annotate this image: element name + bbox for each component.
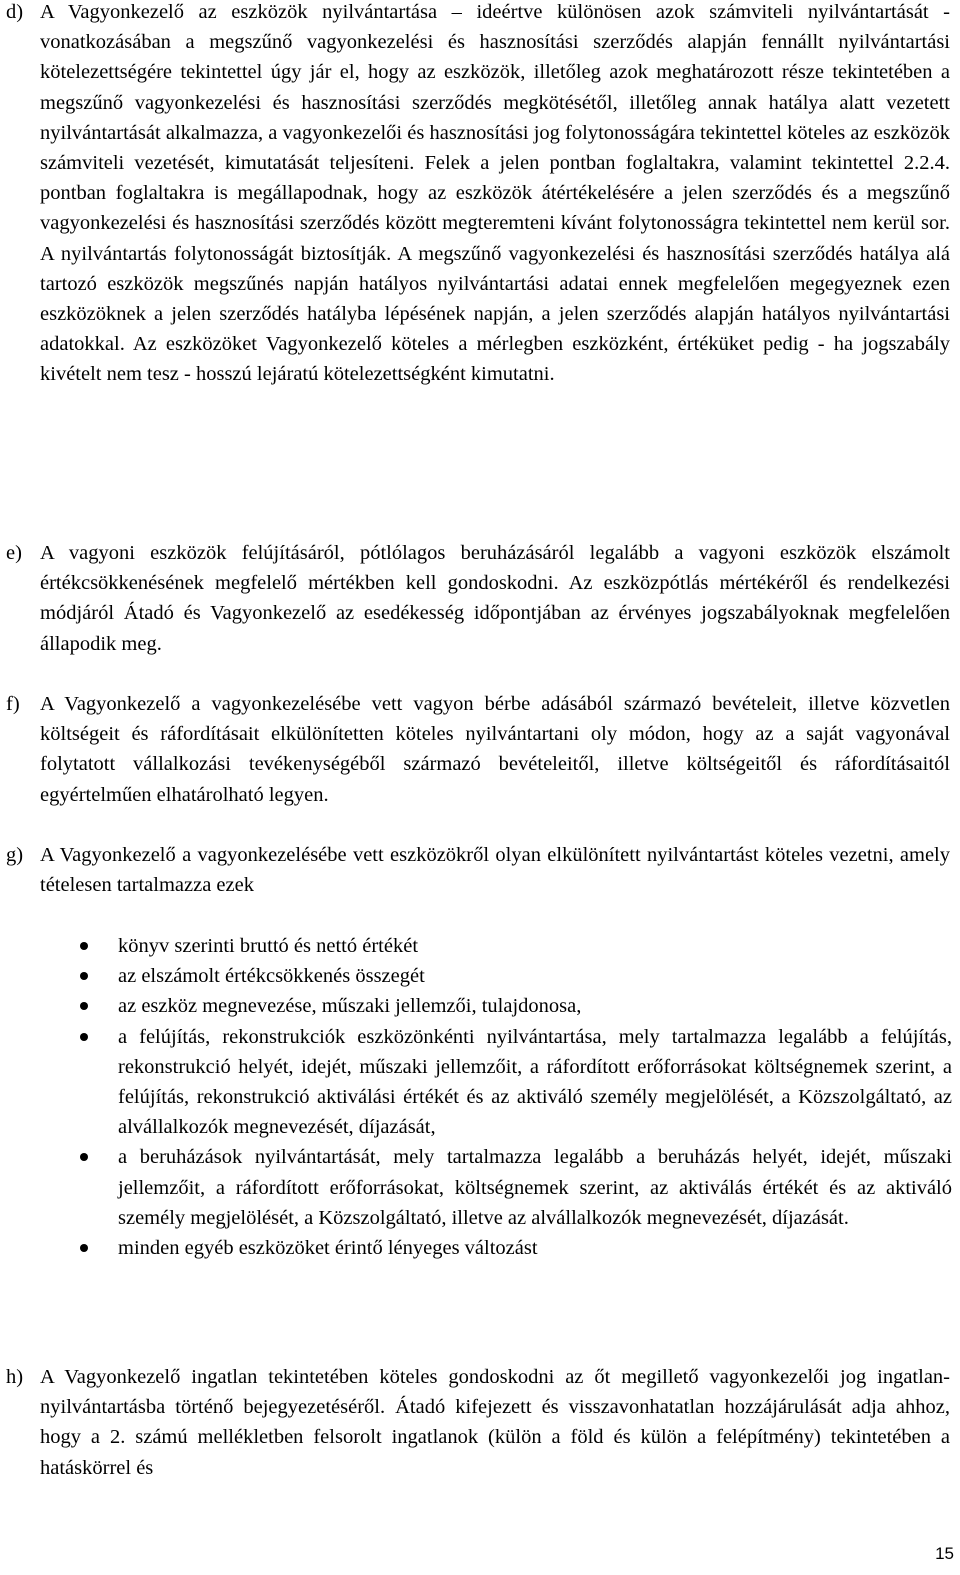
list-item <box>0 1142 952 1233</box>
list-item-text: minden egyéb eszközöket érintő lényeges változást <box>118 1237 538 1260</box>
bullet-list <box>0 931 952 1263</box>
paragraph-marker: h) <box>6 1366 24 1388</box>
list-item <box>0 1022 952 1143</box>
bullet-icon <box>80 942 88 950</box>
paragraph-e <box>6 538 950 659</box>
paragraph-h <box>6 1362 950 1483</box>
list-item <box>0 961 952 991</box>
paragraph-text: A Vagyonkezelő a vagyonkezelésébe vett eszközökről olyan elkülönített nyilvántartást köteles vezetni, amely tételesen tartalmazza ezek <box>40 844 950 897</box>
paragraph-text: A Vagyonkezelő a vagyonkezelésébe vett vagyon bérbe adásából származó bevételeit, illetve közvetlen költségeit és ráfordításait elkülönítetten köteles nyilvántartani oly módon, hogy az a saját vagyonával folytatott vállalkozási tevékenységéből származó bevételeitől, illetve költségeitől és ráfordításaitól egyértelműen elhatárolható legyen. <box>40 693 950 806</box>
paragraph-marker: e) <box>6 542 22 564</box>
list-item <box>0 931 952 961</box>
list-item-text: a felújítás, rekonstrukciók eszközönkénti nyilvántartása, mely tartalmazza legalább a felújítás, rekonstrukció helyét, idejét, műszaki jellemzőit, a ráfordított erőforrásokat költségnemek szerint, a felújítás, rekonstrukció aktiválási értékét és az aktiváló személy megjelölését, a Közszolgáltató, az alvállalkozók megnevezését, díjazását, <box>118 1025 952 1139</box>
bullet-icon <box>80 972 88 980</box>
bullet-icon <box>80 1153 88 1161</box>
paragraph-d <box>6 0 950 390</box>
paragraph-text: A vagyoni eszközök felújításáról, pótlólagos beruházásáról legalább a vagyoni eszközök elszámolt értékcsökkenésének megfelelő mértékben kell gondoskodni. Az eszközpótlás mértékéről és rendelkezési módjáról Átadó és Vagyonkezelő az esedékesség időpontjában az érvényes jogszabályoknak megfelelően állapodik meg. <box>40 542 950 655</box>
list-item <box>0 1233 952 1263</box>
bullet-icon <box>80 1002 88 1010</box>
paragraph-text: A Vagyonkezelő az eszközök nyilvántartása – ideértve különösen azok számviteli nyilvántartását - vonatkozásában a megszűnő vagyonkezelési és hasznosítási szerződés alapján fennállt nyilvántartási kötelezettségére tekintettel úgy jár el, hogy az eszközök, illetőleg azok meghatározott része tekintetében a megszűnő vagyonkezelési és hasznosítási szerződés megkötésétől, illetőleg annak hatálya alatt vezetett nyilvántartását alkalmazza, a vagyonkezelői és hasznosítási jog folytonosságára tekintettel köteles az eszközök számviteli vezetését, kimutatását teljesíteni. Felek a jelen pontban foglaltakra, valamint tekintettel 2.2.4. pontban foglaltakra is megállapodnak, hogy az eszközök átértékelésére a jelen szerződés és a megszűnő vagyonkezelési és hasznosítási szerződés között megteremteni kívánt folytonosságra tekintettel nem kerül sor. A nyilvántartás folytonosságát biztosítják. A megszűnő vagyonkezelési és hasznosítási szerződés hatálya alá tartozó eszközök megszűnés napján hatályos nyilvántartási adatai ennek megfelelően megegyeznek ezen eszközöknek a jelen szerződés hatályba lépésének napján, a jelen szerződés alapján hatályos nyilvántartási adatokkal. Az eszközöket Vagyonkezelő köteles a mérlegben eszközként, értéküket pedig - ha jogszabály kivételt nem tesz - hosszú lejáratú kötelezettségként kimutatni. <box>40 1 950 386</box>
list-item <box>0 991 952 1021</box>
page-number: 15 <box>935 1544 954 1563</box>
list-item-text: könyv szerinti bruttó és nettó értékét <box>118 935 419 957</box>
paragraph-marker: f) <box>6 693 20 715</box>
paragraph-marker: g) <box>6 844 24 866</box>
list-item-text: a beruházások nyilvántartását, mely tartalmazza legalább a beruházás helyét, idejét, műszaki jellemzőit, a ráfordított erőforrásokat, költségnemek szerint, az aktiválás értékét és az aktiváló személy megjelölését, a Közszolgáltató, illetve az alvállalkozók megnevezését, díjazását. <box>118 1146 952 1229</box>
bullet-icon <box>80 1244 88 1252</box>
paragraph-g <box>6 840 950 900</box>
paragraph-marker: d) <box>6 1 24 23</box>
list-item-text: az eszköz megnevezése, műszaki jellemzői, tulajdonosa, <box>118 995 582 1018</box>
bullet-icon <box>80 1033 88 1041</box>
paragraph-f <box>6 689 950 810</box>
paragraph-text: A Vagyonkezelő ingatlan tekintetében köteles gondoskodni az őt megillető vagyonkezelői jog ingatlan-nyilvántartásba történő bejegyezetéséről. Átadó kifejezett és visszavonhatatlan hozzájárulását adja ahhoz, hogy a 2. számú mellékletben felsorolt ingatlanok (külön a föld és külön a felépítmény) tekintetében a hatáskörrel és <box>40 1366 950 1479</box>
list-item-text: az elszámolt értékcsökkenés összegét <box>118 965 425 988</box>
